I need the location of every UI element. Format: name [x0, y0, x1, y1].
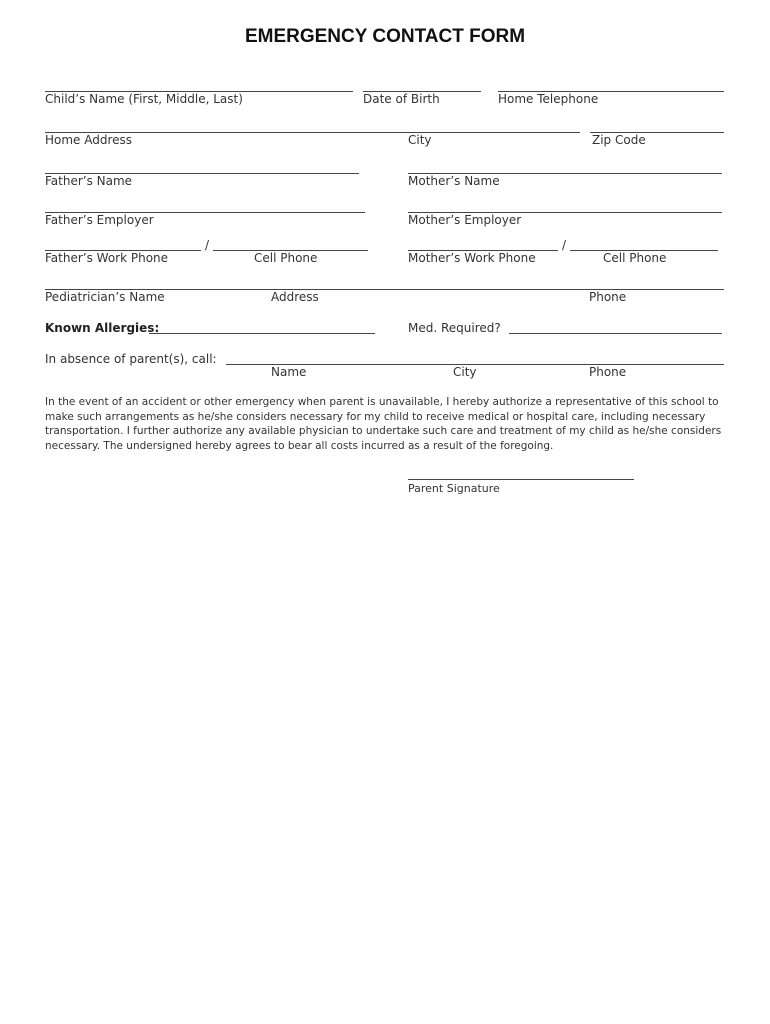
- home-address-label: Home Address: [45, 133, 133, 147]
- pediatrician-address-label: Address: [271, 290, 319, 304]
- parent-signature-label: Parent Signature: [408, 482, 500, 495]
- authorization-paragraph: In the event of an accident or other emergency when parent is unavailable, I hereby authorize a representative of this school to make such arrangements as he/she considers necessary for my child to receive medical or hospital care, including necessary transportation. I further authorize any available physician to undertake such care and treatment of my child as he/she considers necessary. The undersigned hereby agrees to bear all costs incurred as a result of the foregoing.: [45, 396, 722, 452]
- absence-city-label: City: [453, 365, 477, 379]
- father-phone-slash: /: [205, 238, 210, 252]
- parent-signature-field[interactable]: [408, 479, 634, 480]
- known-allergies-label: Known Allergies:: [45, 321, 160, 335]
- father-name-label: Father’s Name: [45, 174, 133, 188]
- absence-phone-label: Phone: [589, 365, 627, 379]
- mother-name-label: Mother’s Name: [408, 174, 500, 188]
- mother-phone-slash: /: [562, 238, 567, 252]
- mother-work-phone-label: Mother’s Work Phone: [408, 251, 536, 265]
- absence-name-label: Name: [271, 365, 307, 379]
- known-allergies-field[interactable]: [149, 333, 375, 334]
- home-telephone-label: Home Telephone: [498, 92, 599, 106]
- mother-employer-label: Mother’s Employer: [408, 213, 522, 227]
- mother-cell-phone-label: Cell Phone: [603, 251, 667, 265]
- father-work-phone-label: Father’s Work Phone: [45, 251, 169, 265]
- pediatrician-name-label: Pediatrician’s Name: [45, 290, 165, 304]
- med-required-label: Med. Required?: [408, 321, 501, 335]
- form-title: EMERGENCY CONTACT FORM: [244, 26, 526, 47]
- zip-code-label: Zip Code: [592, 133, 646, 147]
- pediatrician-phone-label: Phone: [589, 290, 627, 304]
- father-employer-label: Father’s Employer: [45, 213, 154, 227]
- date-of-birth-label: Date of Birth: [363, 92, 440, 106]
- med-required-field[interactable]: [509, 333, 722, 334]
- child-name-label: Child’s Name (First, Middle, Last): [45, 92, 243, 106]
- absence-contact-label: In absence of parent(s), call:: [45, 352, 217, 366]
- city-label: City: [408, 133, 432, 147]
- father-cell-phone-label: Cell Phone: [254, 251, 318, 265]
